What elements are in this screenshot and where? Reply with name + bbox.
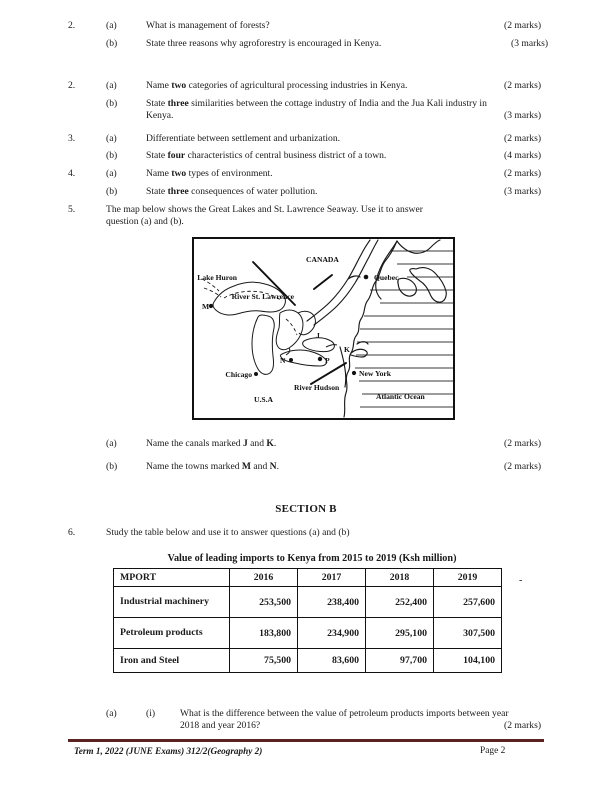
table-header-cell: 2017	[298, 569, 366, 587]
question-number: 4.	[68, 168, 76, 179]
leader-lines	[253, 262, 346, 384]
table-cell: 234,900	[298, 618, 366, 649]
table-header-row	[114, 569, 502, 587]
footer-rule	[68, 739, 544, 742]
table-cell: 83,600	[298, 649, 366, 673]
question-text: State three consequences of water pollution.	[146, 186, 318, 197]
table-cell: 183,800	[230, 618, 298, 649]
question-marks: (2 marks)	[504, 168, 542, 179]
question-text: State four characteristics of central business district of a town.	[146, 150, 387, 161]
question-text: What is the difference between the value of petroleum products imports between year 2018 and year 2016?	[180, 708, 509, 732]
map-marker-label-j: J	[316, 331, 320, 340]
st-lawrence-river	[307, 240, 378, 325]
imports-table	[113, 568, 502, 673]
table-cell: 253,500	[230, 587, 298, 618]
table-row	[114, 649, 502, 673]
question-number: 3.	[68, 133, 76, 144]
marker-dot-p	[318, 357, 322, 361]
question-number: 6.	[68, 527, 76, 538]
map-label-canada: CANADA	[306, 255, 339, 264]
map-marker-label-n: N	[280, 356, 286, 365]
map-label-usa: U.S.A	[254, 395, 273, 404]
map-label-river-st-lawrence: River St. Lawrence	[231, 292, 294, 301]
question-letter: (b)	[106, 186, 118, 197]
question-marks: (2 marks)	[504, 20, 542, 31]
map-markers	[209, 275, 368, 376]
table-row-label: Petroleum products	[114, 618, 230, 649]
question-marks: (2 marks)	[504, 461, 542, 472]
question-letter: (a)	[106, 168, 117, 179]
table-header-cell: MPORT	[114, 569, 230, 587]
question-text: What is management of forests?	[146, 20, 270, 31]
question-letter: (b)	[106, 461, 118, 472]
map-label-river-hudson: River Hudson	[294, 383, 340, 392]
map-marker-label-k: K	[344, 345, 350, 354]
table-cell: 295,100	[366, 618, 434, 649]
question-marks: (2 marks)	[504, 720, 542, 732]
question-marks: (2 marks)	[504, 80, 542, 91]
question-text: Name the towns marked M and N.	[146, 461, 279, 472]
table-row-label: Iron and Steel	[114, 649, 230, 673]
marker-dot-new-york	[352, 371, 356, 375]
marker-dot-chicago	[254, 372, 258, 376]
question-letter: (a)	[106, 438, 117, 449]
question-text: State three reasons why agroforestry is encouraged in Kenya.	[146, 38, 382, 49]
question-text: Name the canals marked J and K.	[146, 438, 277, 449]
question-marks: (4 marks)	[504, 150, 542, 161]
footer-page-number: Page 2	[480, 746, 506, 756]
map-label-lake-huron: Lake Huron	[197, 273, 237, 282]
section-b-heading: SECTION B	[275, 503, 337, 515]
map-label-new-york: New York	[359, 369, 391, 378]
table-caption: Value of leading imports to Kenya from 2015 to 2019 (Ksh million)	[167, 553, 457, 564]
question-marks: (3 marks)	[511, 38, 549, 49]
ocean-hatching	[355, 251, 453, 407]
table-header-cell: 2019	[434, 569, 502, 587]
question-number: 5.	[68, 204, 76, 215]
question-letter: (a)	[106, 80, 117, 91]
table-header-cell: 2016	[230, 569, 298, 587]
table-side-dash: -	[519, 575, 523, 586]
map-marker-label-p: P	[325, 356, 330, 365]
map-label-chicago: Chicago	[225, 370, 252, 379]
question-letter: (b)	[106, 150, 118, 161]
question-text: Name two categories of agricultural processing industries in Kenya.	[146, 80, 408, 91]
table-cell: 257,600	[434, 587, 502, 618]
question-letter: (b)	[106, 38, 118, 49]
question-text: Study the table below and use it to answer questions (a) and (b)	[106, 527, 350, 538]
question-letter: (a)	[106, 708, 117, 719]
marker-dot-quebec	[364, 275, 369, 280]
marker-dot-n	[289, 358, 293, 362]
map-marker-label-m: M	[202, 302, 210, 311]
question-roman: (i)	[146, 708, 156, 719]
great-lakes-map-figure	[192, 237, 455, 420]
question-number: 2.	[68, 80, 76, 91]
question-text: State three similarities between the cottage industry of India and the Jua Kali industry in Kenya.	[146, 98, 487, 122]
table-cell: 104,100	[434, 649, 502, 673]
table-row	[114, 587, 502, 618]
question-letter: (a)	[106, 133, 117, 144]
question-text: The map below shows the Great Lakes and St. Lawrence Seaway. Use it to answer question (a) and (b).	[106, 204, 423, 228]
question-number: 2.	[68, 20, 76, 31]
question-marks: (3 marks)	[504, 110, 542, 122]
question-letter: (b)	[106, 98, 118, 109]
marker-dot-m	[209, 304, 213, 308]
table-cell: 97,700	[366, 649, 434, 673]
table-cell: 252,400	[366, 587, 434, 618]
table-cell: 238,400	[298, 587, 366, 618]
question-marks: (2 marks)	[504, 133, 542, 144]
question-marks: (3 marks)	[504, 186, 542, 197]
footer-left-text: Term 1, 2022 (JUNE Exams) 312/2(Geography 2)	[74, 746, 263, 756]
question-letter: (a)	[106, 20, 117, 31]
table-header-cell: 2018	[366, 569, 434, 587]
map-label-quebec: Quebec	[374, 273, 399, 282]
table-cell: 75,500	[230, 649, 298, 673]
question-marks: (2 marks)	[504, 438, 542, 449]
question-text: Differentiate between settlement and urbanization.	[146, 133, 341, 144]
table-cell: 307,500	[434, 618, 502, 649]
table-row-label: Industrial machinery	[114, 587, 230, 618]
question-text: Name two types of environment.	[146, 168, 273, 179]
map-label-atlantic-ocean: Atlantic Ocean	[376, 392, 425, 401]
table-row	[114, 618, 502, 649]
